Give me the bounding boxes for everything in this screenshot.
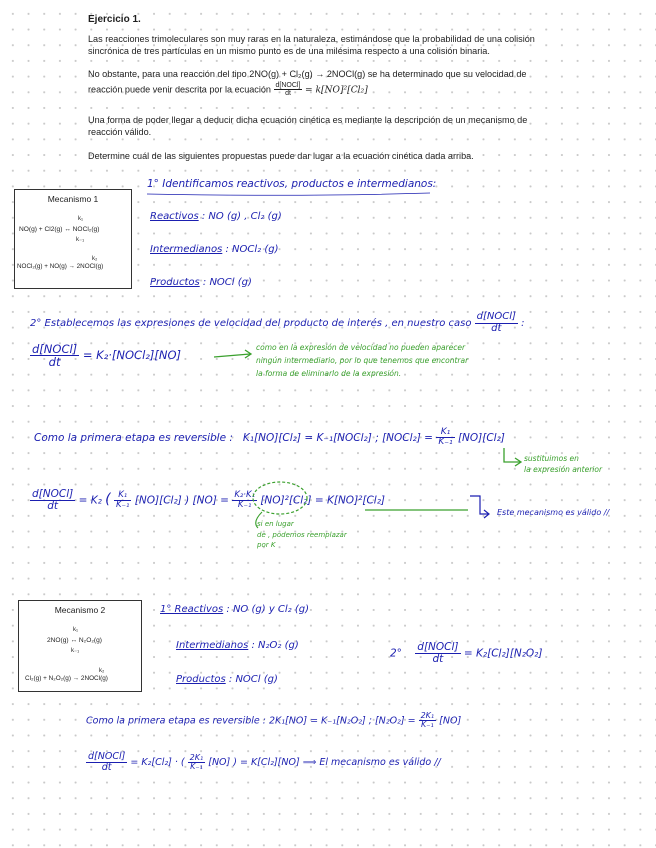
mechanism-1-step-1: NO(g) + Cl2(g) ↔ NOCl₂(g)	[19, 226, 100, 233]
mechanism-2-title: Mecanismo 2	[54, 605, 106, 615]
products-2-value: : NOCl (g)	[228, 674, 278, 685]
mechanism-1-k1: k₁	[78, 216, 84, 222]
intermediates-2-value: : N₂O₂ (g)	[251, 640, 299, 651]
final-1-k-den: K₋₁	[115, 500, 130, 511]
intermediates-value: : NOCl₂ (g)	[225, 244, 279, 255]
reversible-tail-1: [NO][Cl₂]	[457, 431, 505, 444]
final-1-kk-num: K₂·K₁	[234, 490, 255, 501]
green-note-2-line-1: sustituimos en	[524, 454, 579, 463]
mechanism-1-k2: k₂	[92, 256, 98, 262]
green-arrow-1	[214, 354, 250, 357]
products-value: : NOCl (g)	[202, 277, 252, 288]
valid-note-1: Este mecanismo es válido //	[497, 508, 610, 517]
green-note-1-line-2: ningún intermediario, por lo que tenemos que encontrar	[256, 356, 469, 365]
reversible-fraction-1-num: K₁	[436, 428, 454, 438]
rate-fraction-num: d[NOCl]	[275, 82, 301, 89]
paragraph-4: Determine cuál de las siguientes propuestas puede dar lugar a la ecuación cinética dada arriba.	[88, 151, 474, 161]
final-1-k-num: K₁	[114, 491, 131, 501]
rate-fraction-den: dt	[285, 90, 291, 98]
green-note-2-line-2: la expresión anterior	[524, 465, 603, 474]
products-2-label: Productos	[176, 674, 226, 685]
final-1-den: dt	[47, 500, 59, 513]
mechanism-2-step-2: Cl₂(g) + N₂O₂(g) → 2NOCl(g)	[25, 675, 108, 682]
reactants-value: : NO (g) , Cl₂ (g)	[201, 211, 282, 222]
reactants-2-value: : NO (g) y Cl₂ (g)	[226, 604, 310, 615]
rate-expression-1-num: d[NOCl]	[32, 342, 78, 356]
reversible-fraction-2-den: K₋₁	[421, 720, 434, 730]
final-2-num: d[NOCl]	[88, 751, 126, 762]
reversible-tail-2: [NO]	[439, 715, 462, 727]
final-2-k-den: K₋₁	[190, 761, 203, 771]
paragraph-1-line-1: Las reacciones trimoleculares son muy raras en la naturaleza, estimándose que la probabilidad de una colisión	[88, 34, 535, 44]
final-expression-1: $\frac{\text{d[NOCl]}}{dt}$ = K₂ ( $\frac{\text{K₁}}{\text{K₋₁}}$ [NO][Cl₂] ) [NO] = $\frac{\text{K₂·K₁}}{\text{K₋₁}}$ [NO]²[Cl₂] = K[NO]²[Cl₂]	[32, 488, 386, 513]
products-label: Productos	[150, 277, 200, 288]
green-note-3-line-2: de , podemos reemplazar	[257, 530, 347, 539]
step-2-heading-text: 2° Establecemos las expresiones de velocidad del producto de interés , en nuestro caso	[30, 318, 472, 329]
final-2-part-b: [NO] ) = K[Cl₂][NO] ⟹ El mecanismo es válido	[208, 756, 432, 768]
reversible-text-2: Como la primera etapa es reversible : 2K₁[NO] = K₋₁[N₂O₂] ; [N₂O₂] =	[86, 715, 416, 727]
reversible-text-1: Como la primera etapa es reversible :	[34, 431, 233, 444]
reversible-fraction-2-num: 2K₁	[420, 711, 435, 720]
paragraph-3-line-2: reacción válido.	[88, 127, 152, 137]
final-1-part-c: [NO][Cl₂] ) [NO] =	[134, 494, 229, 507]
rate-expression-2-num: d[NOCl]	[417, 641, 459, 653]
green-note-1-line-1: como en la expresión de velocidad no pueden aparecer	[256, 343, 466, 352]
paragraph-2-prefix: reacción puede venir descrita por la ecuación	[88, 84, 271, 95]
mechanism-2-step-1: 2NO(g) ↔ N₂O₂(g)	[47, 637, 102, 644]
rate-expression-1-den: dt	[48, 355, 61, 370]
final-2-part-a: = K₂[Cl₂] · (	[130, 756, 185, 768]
green-curve	[256, 512, 262, 528]
mechanism-2-k1: k₁	[73, 627, 79, 633]
final-1-part-a: = K₂	[78, 494, 102, 507]
rate-law: = k[NO]²[Cl₂]	[304, 85, 368, 96]
green-note-1-line-3: la forma de eliminarlo de la expresión.	[256, 369, 402, 378]
mechanism-1-title: Mecanismo 1	[47, 194, 99, 204]
step-2-fraction-num: d[NOCl]	[476, 311, 516, 322]
green-note-3-line-1: si en lugar	[257, 520, 294, 528]
reversible-equation-1: K₁[NO][Cl₂] = K₋₁[NOCl₂] ; [NOCl₂] =	[242, 431, 433, 444]
green-dashed-circle	[253, 482, 307, 514]
final-2-k-num: 2K₁	[189, 752, 204, 762]
paragraph-1-line-2: sincrónica de tres partículas en un mismo punto es de una milésima respecto a una colisión binaria.	[88, 46, 490, 56]
heading-underline	[147, 193, 430, 195]
final-expression-2: $\frac{\text{d[NOCl]}}{dt}$ = K₂[Cl₂] · ( $\frac{\text{2K₁}}{\text{K₋₁}}$ [NO] ) = K[Cl₂][NO] ⟹ El mecanismo es válido //	[88, 751, 441, 773]
rate-expression-2-rhs: = K₂[Cl₂][N₂O₂]	[463, 647, 543, 660]
reactants-label: Reactivos	[150, 211, 199, 222]
exercise-title: Ejercicio 1.	[88, 14, 141, 25]
step-2-label-2: 2°	[390, 647, 402, 660]
final-1-kk-den: K₋₁	[237, 500, 252, 511]
reversible-fraction-1-den: K₋₁	[438, 437, 453, 448]
mechanism-2-k-1: k₋₁	[71, 648, 80, 654]
rate-expression-1-rhs: = K₂·[NOCl₂][NO]	[82, 348, 182, 363]
paragraph-2-line-1: No obstante, para una reacción del tipo 2NO(g) + Cl₂(g) → 2NOCl(g) se ha determinado que su velocidad de	[88, 69, 527, 79]
intermediates-2-label: Intermedianos	[176, 640, 249, 651]
paragraph-3-line-1: Una forma de poder llegar a deducir dicha ecuación cinética es mediante la descripción de un mecanismo de	[88, 115, 528, 125]
step-2-fraction-den: dt	[491, 322, 502, 334]
final-1-part-e: [NO]²[Cl₂] = K[NO]²[Cl₂]	[260, 494, 386, 507]
final-2-den: dt	[101, 761, 112, 773]
valid-note-1-text: Este mecanismo es válido	[497, 508, 602, 517]
intermediates-label: Intermedianos	[150, 244, 223, 255]
rate-expression-2-den: dt	[432, 653, 444, 666]
mechanism-1-k-1: k₋₁	[76, 237, 85, 243]
step-1-heading: 1° Identificamos reactivos, productos e intermedianos:	[147, 178, 437, 190]
mechanism-2-k2: k₂	[99, 668, 105, 674]
green-note-3-line-3: por K	[257, 541, 276, 549]
mechanism-1-step-2: NOCl₂(g) + NO(g) → 2NOCl(g)	[17, 263, 104, 270]
reactants-2-label: 1° Reactivos	[160, 604, 224, 615]
final-1-num: d[NOCl]	[32, 488, 74, 500]
step-2-colon: :	[521, 318, 525, 329]
